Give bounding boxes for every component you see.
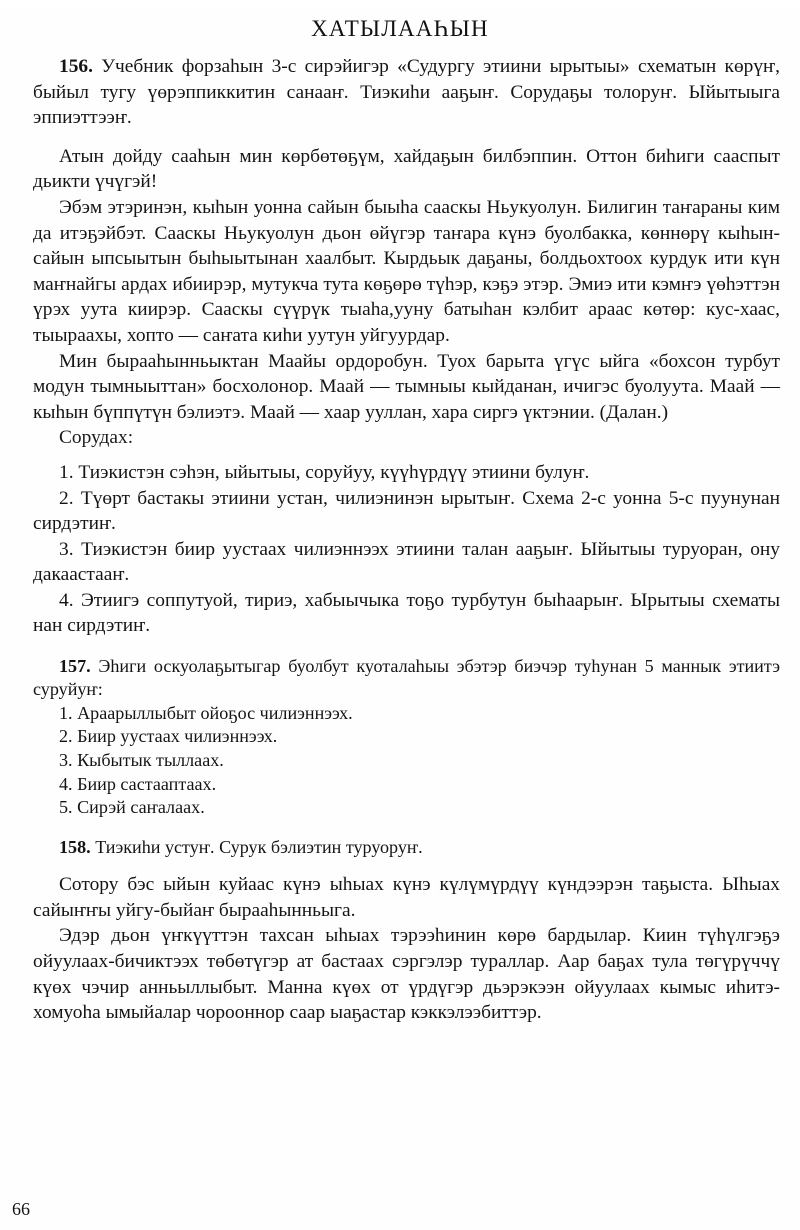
- exercise-158-intro-text: Тиэкиһи устуҥ. Сурук бэлиэтин туруоруҥ.: [90, 836, 423, 857]
- exercise-number-156: 156.: [59, 56, 93, 77]
- exercise-158-intro: [33, 836, 780, 859]
- exercise-157-intro-text: Эһиги оскуолаҕытыгар буолбут куоталаһыы эбэтэр биэчэр туһунан 5 маннык этиитэ суруйуҥ:: [33, 656, 780, 700]
- page-number: 66: [12, 1199, 30, 1219]
- task-item-1: 1. Тиэкистэн сэһэн, ыйытыы, соруйуу, күүһүрдүү этиини булуҥ.: [59, 461, 590, 483]
- exercise-number-158: 158.: [59, 836, 91, 857]
- exercise-156-intro: [33, 54, 780, 131]
- list-item-157-2: 2. Биир уустаах чилиэннээх.: [59, 726, 278, 747]
- exercise-157-intro: [33, 655, 780, 702]
- page-title: ХАТЫЛААҺЫН: [311, 16, 489, 41]
- textbook-page: [0, 10, 800, 1230]
- paragraph-156-2: Эбэм этэринэн, кыһын уонна сайын быыһа сааскы Ньукуолун. Билигин таҥараны ким да итэҕэйбэт. Сааскы Ньукуолун дьон өйүгэр таҥара күнэ буолбакка, көннөрү кыһын-сайын ыпсыытын быһыытынан хаалбыт. Кырдьык даҕаны, болдьохтоох курдук ити күн маҥнайгы ардах ибиирэр, мутукча тута көҕөрө түһэр, кэҕэ этэр. Эмиэ ити кэмҥэ үөһэттэн үрэх уута киирэр. Сааскы сүүрүк тыаһа,ууну батыһан кэлбит араас көтөр: кус-хаас, тыыраахы, хопто — саҥата киһи уутун уйгуурдар.: [33, 196, 780, 346]
- paragraph-156-3: Мин быраaһынньыктан Маайы ордоробун. Туох барыта үгүс ыйга «бохсон турбут модун тымныыттан» босхолонор. Маай — тымныы кыйданан, ичигэс буолуута. Маай — кыһын бүппүтүн бэлиэтэ. Маай — хаар ууллан, хара сиргэ үктэнии. (Далан.): [33, 350, 780, 423]
- list-item-157-1: 1. Араарыллыбыт ойоҕос чилиэннээх.: [59, 702, 353, 723]
- list-item-157-4: 4. Биир састааптаах.: [59, 773, 217, 794]
- exercise-156-intro-text: Учебник форзаһын 3-с сирэйигэр «Судургу этиини ырытыы» схематын көрүҥ, быйыл тугу үөрэппиккитин санааҥ. Тиэкиһи ааҕыҥ. Сорудаҕы толоруҥ. Ыйытыыга эппиэттээҥ.: [33, 56, 780, 129]
- task-item-4: 4. Этиигэ соппутуой, тириэ, хабыычыка тоҕо турбутун быһаарыҥ. Ырытыы схематы нан сирдэтиҥ.: [33, 589, 780, 637]
- tasks-label: Сорудах:: [59, 427, 134, 449]
- exercise-number-157: 157.: [59, 656, 91, 677]
- list-item-157-5: 5. Сирэй саҥалаах.: [59, 797, 205, 818]
- task-item-2: 2. Түөрт бастакы этиини устан, чилиэнинэн ырытыҥ. Схема 2-с уонна 5-с пуунунан сирдэтиҥ.: [33, 487, 780, 535]
- page-content: [33, 54, 780, 1026]
- paragraph-158-1: Сотору бэс ыйын куйаас күнэ ыһыах күнэ күлүмүрдүү күндээрэн таҕыста. Ыһыах сайыҥҥы уйгу-быйаҥ быраaһынньыга.: [33, 874, 780, 921]
- paragraph-158-2: Эдэр дьон үҥкүүттэн тахсан ыһыах тэрээһинин көрө бардылар. Киин түһүлгэҕэ ойуулаах-бичиктээх төбөтүгэр ат бастаах сэргэлэр тураллар. Аар баҕах тула төгүрүччү күөх чэчир анньыллыбыт. Манна күөх от үрдүгэр дьэрэкээн ойуулаах кымыс иһитэ-хомуоһа ымыйалар чорооннор саар ыаҕастар кэккэлээбиттэр.: [33, 925, 780, 1024]
- paragraph-156-1: Атын дойду сааһын мин көрбөтөҕүм, хайдаҕын билбэппин. Оттон биһиги сааспыт дьикти үчүгэй!: [33, 145, 780, 193]
- task-item-3: 3. Тиэкистэн биир уустаах чилиэннээх этиини талан ааҕыҥ. Ыйытыы туруоран, ону дакаастааҥ.: [33, 538, 780, 586]
- list-item-157-3: 3. Кыбытык тыллаах.: [59, 750, 224, 771]
